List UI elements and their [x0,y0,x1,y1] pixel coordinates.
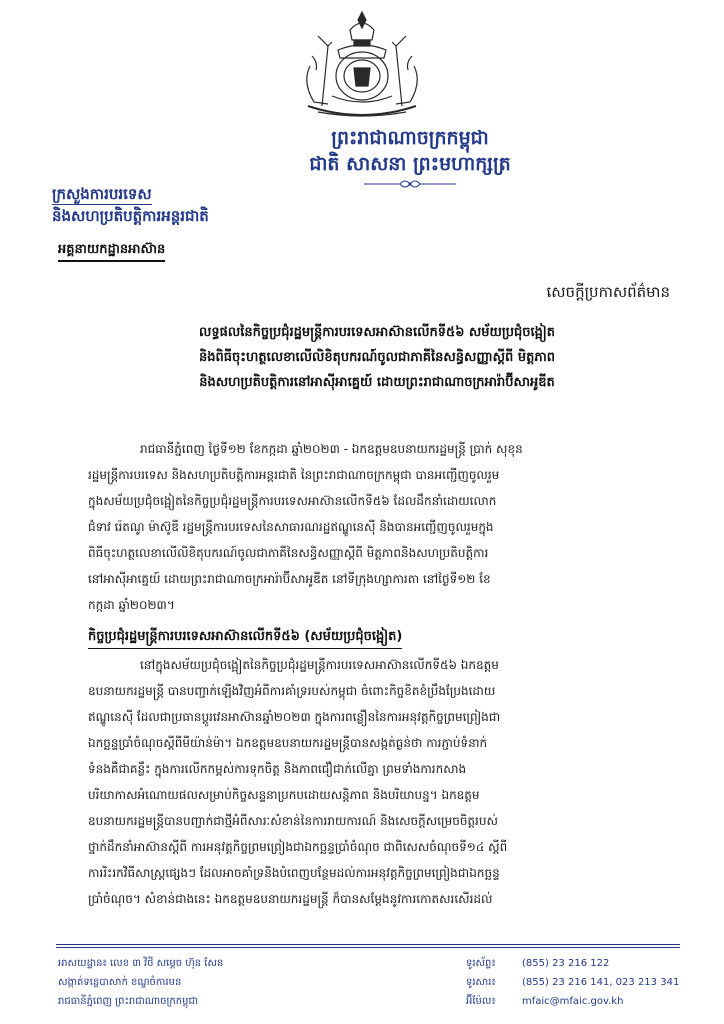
ornament-divider-icon [360,178,460,190]
address-line: អាសយដ្ឋាន៖ លេខ ៣ វិថី សម្តេច ហ៊ុន សែន [58,958,224,969]
title-line: និងពិធីចុះហត្ថលេខាលើលិខិតុបករណ៍ចូលជាភាគីនៃសន្ធិសញ្ញាស្តីពី មិត្តភាព [199,350,555,365]
footer-divider [56,944,680,945]
title-line: និងសហប្រតិបត្តិការនៅអាស៊ីអាគ្នេយ៍ ដោយព្រះរាជាណាចក្រអារ៉ាប៊ីសាអូឌីត [199,375,555,390]
fax-row [466,973,679,992]
royal-coat-of-arms-icon [288,6,436,124]
kingdom-name: ព្រះរាជាណាចក្រកម្ពុជា [331,127,489,149]
email-row [466,992,679,1011]
paragraph-line: បរិយាកាសអំណោយផលសម្រាប់កិច្ចសន្ទនាប្រកបដោយសន្តិភាព និងបរិយាបន្ន។ ឯកឧត្តម [88,788,480,802]
paragraph-line: ឧបនាយករដ្ឋមន្ត្រី បានបញ្ជាក់ឡើងវិញអំពីការគាំទ្ររបស់កម្ពុជា ចំពោះកិច្ចខិតខំប្រឹងប្រែងដោយ [88,684,496,698]
footer-address [58,954,223,1011]
footer-contact [466,954,679,1011]
title-line: លទ្ធផលនៃកិច្ចប្រជុំរដ្ឋមន្ត្រីការបរទេសអាស៊ានលើកទី៥៦ សម័យប្រជុំចង្អៀត [198,325,556,340]
paragraph-line: ក្នុងសម័យប្រជុំចង្អៀតនៃកិច្ចប្រជុំរដ្ឋមន្ត្រីការបរទេសអាស៊ានលើកទី៥៦ ដែលដឹកនាំដោយលោក [88,494,497,508]
paragraph-line: ឧបនាយករដ្ឋមន្ត្រីបានបញ្ជាក់ជាថ្មីអំពីសារៈសំខាន់នៃការរាយការណ៍ និងសេចក្តីសម្រេចចិត្តរបស់ [88,814,498,828]
paragraph-line: នៅក្នុងសម័យប្រជុំចង្អៀតនៃកិច្ចប្រជុំរដ្ឋមន្ត្រីការបរទេសអាស៊ានលើកទី៥៦ ឯកឧត្តម [140,658,499,672]
paragraph-line: ការរិះរកវិធីសាស្ត្រផ្សេងៗ ដែលអាចគាំទ្រនិងបំពេញបន្ថែមដល់ការអនុវត្តកិច្ចព្រមព្រៀងជាឯកច្ឆន្ទ [88,866,500,880]
paragraph-line: ទំនងគឺជាគន្លឹះ ក្នុងការលើកកម្ពស់ការទុកចិត្ត និងភាពជឿជាក់លើគ្នា ព្រមទាំងការកសាង [88,762,467,776]
paragraph-line: នៅអាស៊ីអាគ្នេយ៍ ដោយព្រះរាជាណាចក្រអារ៉ាប៊ីសាអូឌីត នៅទីក្រុងហ្សាការតា នៅថ្ងៃទី១២ ខែ [88,572,491,586]
paragraph-line: កក្កដា ឆ្នាំ២០២៣។ [88,598,175,612]
paragraph-line: ប្រាំចំណុច។ សំខាន់ជាងនេះ ឯកឧត្តមឧបនាយករដ្ឋមន្ត្រី ក៏បានសម្តែងនូវការកោតសរសើរដល់ [88,892,493,906]
section-heading: កិច្ចប្រជុំរដ្ឋមន្ត្រីការបរទេសអាស៊ានលើកទី៥៦ (សម័យប្រជុំចង្អៀត) [88,626,402,649]
document-type: សេចក្តីប្រកាសព័ត៌មាន [546,283,670,301]
phone-number: (855) 23 216 122 [522,958,610,969]
email-label: អ៊ីម៉ែល៖ [466,996,496,1007]
footer-divider [56,947,680,948]
paragraph-line: ថ្នាក់ដឹកនាំអាស៊ានស្តីពី ការអនុវត្តកិច្ចព្រមព្រៀងជាឯកច្ឆន្ទប្រាំចំណុច ជាពិសេសចំណុចទី១៤ ស្តីពី [88,840,508,854]
ministry-block [52,184,209,227]
paragraph-1 [88,436,674,618]
email-address[interactable]: mfaic@mfaic.gov.kh [522,996,624,1007]
department-name: អគ្គនាយកដ្ឋានអាស៊ាន [58,240,165,262]
document-title [82,320,672,395]
paragraph-line: ឥណ្ឌូនេស៊ី ដែលជាប្រធានប្តូរវេនអាស៊ានឆ្នាំ២០២៣ ក្នុងការពន្លឿននៃការអនុវត្តកិច្ចព្រមព្រៀងជា [88,710,501,724]
paragraph-2 [88,652,674,912]
nation-religion-king: ជាតិ សាសនា ព្រះមហាក្សត្រ [309,153,511,175]
paragraph-line: ឯកច្ឆន្ទប្រាំចំណុចស្តីពីមីយ៉ាន់ម៉ា។ ឯកឧត្តមឧបនាយករដ្ឋមន្ត្រីបានសង្កត់ធ្ងន់ថា ការភ្ជាប់ទំនាក់ [88,736,488,750]
address-line: សង្កាត់ទន្លេបាសាក់ ខណ្ឌចំការមន [58,977,182,988]
ministry-name: ក្រសួងការបរទេស [52,185,152,203]
kingdom-motto [200,126,620,176]
ministry-name-cont: និងសហប្រតិបត្តិការអន្តរជាតិ [52,207,209,225]
paragraph-line: រដ្ឋមន្ត្រីការបរទេស និងសហប្រតិបត្តិការអន្តរជាតិ នៃព្រះរាជាណាចក្រកម្ពុជា បានអញ្ជើញចូលរួម [88,468,500,482]
paragraph-line: ពិធីចុះហត្ថលេខាលើលិខិតុបករណ៍ចូលជាភាគីនៃសន្ធិសញ្ញាស្តីពី មិត្តភាពនិងសហប្រតិបត្តិការ [88,546,489,560]
phone-row [466,954,679,973]
fax-label: ទូរសារ៖ [466,977,496,988]
paragraph-line: រាជធានីភ្នំពេញ ថ្ងៃទី១២ ខែកក្កដា ឆ្នាំ២០២៣ - ឯកឧត្តមឧបនាយករដ្ឋមន្ត្រី ប្រាក់ សុខុន [140,442,523,456]
address-line: រាជធានីភ្នំពេញ ព្រះរាជាណាចក្រកម្ពុជា [58,996,198,1007]
phone-label: ទូរស័ព្ទ៖ [466,958,496,969]
fax-number: (855) 23 216 141, 023 213 341 [522,977,680,988]
paragraph-line: ជំទាវ រ៉េតណូ ម៉ាស៊ូឌី រដ្ឋមន្ត្រីការបរទេសនៃសាធារណរដ្ឋឥណ្ឌូនេស៊ី និងបានអញ្ជើញចូលរួមក្នុង [88,520,494,534]
